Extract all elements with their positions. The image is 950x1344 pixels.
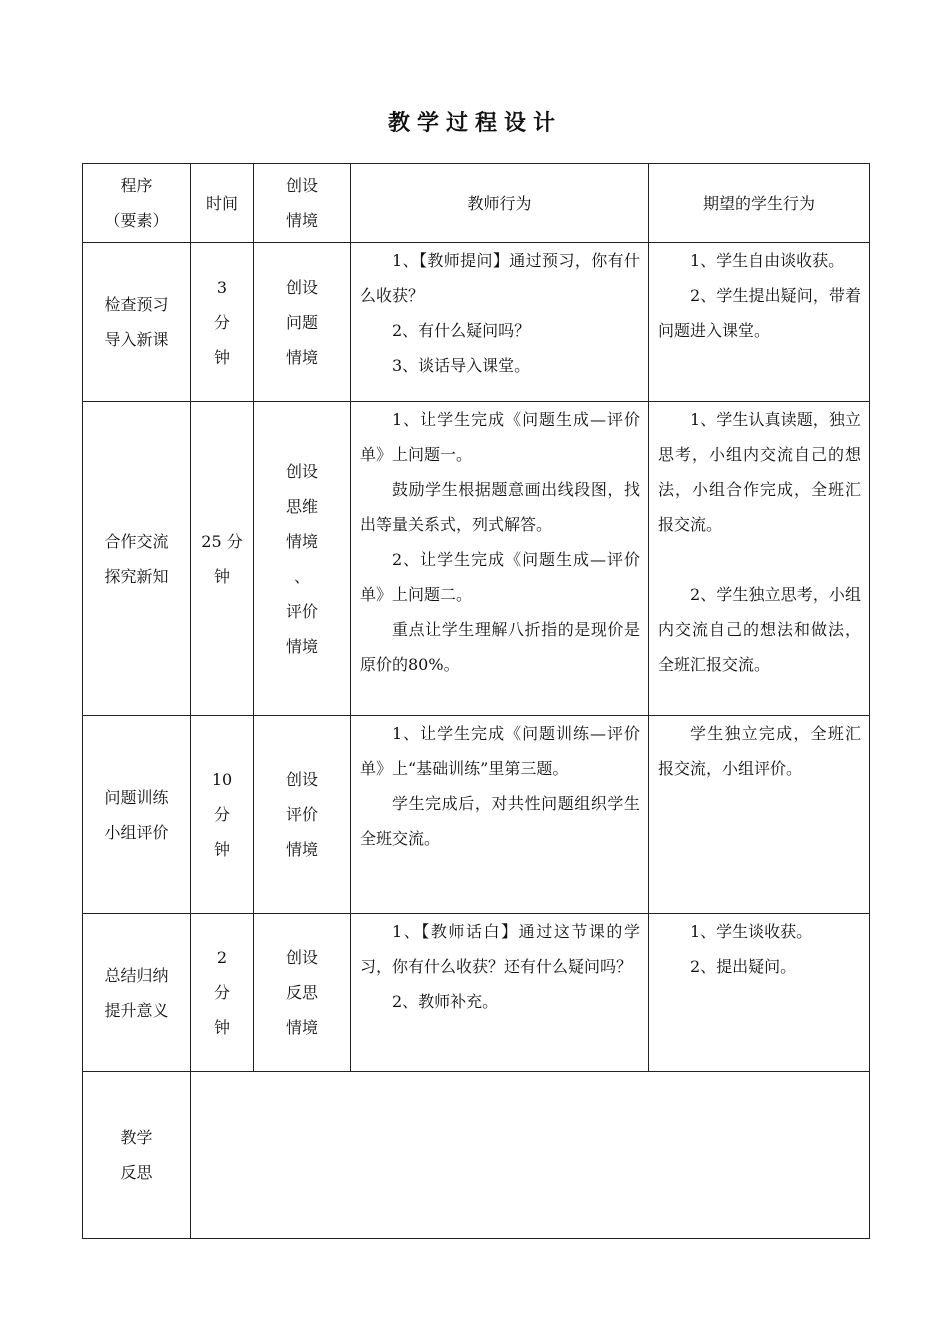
table-row bbox=[83, 716, 870, 914]
reflection-label bbox=[83, 1072, 191, 1239]
time-line: 钟 bbox=[213, 840, 230, 859]
teacher-paragraph: 2、让学生完成《问题生成—评价单》上问题二。 bbox=[360, 550, 640, 604]
reflection-row bbox=[83, 1072, 870, 1239]
procedure-line: 检查预习 bbox=[104, 295, 169, 314]
procedure-cell bbox=[83, 402, 191, 716]
header-scenario bbox=[254, 164, 351, 243]
teacher-paragraph: 2、教师补充。 bbox=[392, 992, 499, 1011]
scenario-line: 创设 bbox=[285, 948, 318, 967]
scenario-cell bbox=[254, 914, 351, 1072]
teacher-paragraph: 重点让学生理解八折指的是现价是原价的80%。 bbox=[360, 620, 640, 674]
header-procedure-line: 程序 bbox=[120, 176, 153, 195]
time-cell bbox=[191, 914, 254, 1072]
time-line: 3 bbox=[216, 277, 228, 297]
student-cell bbox=[649, 402, 870, 716]
header-scenario-line: 情境 bbox=[285, 211, 318, 230]
header-scenario-line: 创设 bbox=[285, 176, 318, 195]
scenario-line: 问题 bbox=[285, 312, 318, 332]
scenario-line: 情境 bbox=[285, 1018, 318, 1037]
scenario-line: 反思 bbox=[285, 983, 318, 1002]
time-line: 钟 bbox=[213, 347, 230, 367]
scenario-line: 情境 bbox=[285, 531, 318, 551]
table-header-row bbox=[83, 164, 870, 243]
scenario-cell bbox=[254, 402, 351, 716]
table-row bbox=[83, 914, 870, 1072]
reflection-content[interactable] bbox=[191, 1072, 870, 1239]
time-cell bbox=[191, 716, 254, 914]
scenario-line: 、 bbox=[293, 566, 310, 586]
teacher-paragraph: 鼓励学生根据题意画出线段图，找出等量关系式，列式解答。 bbox=[360, 480, 640, 534]
student-paragraph: 学生独立完成，全班汇报交流，小组评价。 bbox=[658, 724, 861, 778]
student-paragraph: 2、学生提出疑问，带着问题进入课堂。 bbox=[658, 286, 861, 340]
teacher-cell bbox=[351, 914, 649, 1072]
teacher-cell bbox=[351, 243, 649, 402]
student-paragraph: 2、学生独立思考，小组内交流自己的想法和做法，全班汇报交流。 bbox=[658, 585, 861, 674]
page-title: 教学过程设计 bbox=[387, 111, 562, 136]
time-line: 10 bbox=[211, 770, 233, 789]
scenario-line: 评价 bbox=[285, 805, 318, 824]
table-row bbox=[83, 243, 870, 402]
scenario-line: 评价 bbox=[285, 601, 318, 621]
student-cell bbox=[649, 716, 870, 914]
time-line: 2 bbox=[216, 948, 228, 967]
header-procedure-line: （要素） bbox=[104, 211, 169, 230]
lesson-plan-table bbox=[82, 163, 870, 1239]
procedure-line: 导入新课 bbox=[104, 330, 169, 349]
teacher-cell bbox=[351, 402, 649, 716]
procedure-line: 总结归纳 bbox=[104, 965, 169, 985]
scenario-cell bbox=[254, 243, 351, 402]
scenario-line: 情境 bbox=[285, 840, 318, 859]
teacher-paragraph: 学生完成后，对共性问题组织学生全班交流。 bbox=[360, 794, 640, 848]
procedure-line: 问题训练 bbox=[104, 787, 169, 807]
teacher-paragraph: 3、谈话导入课堂。 bbox=[392, 356, 531, 375]
student-cell bbox=[649, 243, 870, 402]
student-paragraph: 2、提出疑问。 bbox=[690, 957, 797, 976]
time-line: 钟 bbox=[213, 1018, 230, 1037]
procedure-line: 合作交流 bbox=[104, 531, 169, 551]
scenario-line: 创设 bbox=[285, 277, 318, 297]
teacher-paragraph: 1、让学生完成《问题训练—评价单》上“基础训练”里第三题。 bbox=[360, 724, 640, 778]
student-paragraph: 1、学生认真读题，独立思考，小组内交流自己的想法，小组合作完成，全班汇报交流。 bbox=[658, 410, 861, 534]
time-line: 25 分 bbox=[201, 531, 243, 551]
time-cell bbox=[191, 243, 254, 402]
scenario-line: 创设 bbox=[285, 461, 318, 481]
scenario-line: 思维 bbox=[285, 496, 318, 516]
header-procedure bbox=[83, 164, 191, 243]
procedure-cell bbox=[83, 243, 191, 402]
scenario-line: 情境 bbox=[285, 636, 318, 656]
time-cell bbox=[191, 402, 254, 716]
scenario-line: 创设 bbox=[285, 770, 318, 789]
time-line: 分 bbox=[213, 983, 230, 1002]
header-student: 期望的学生行为 bbox=[649, 164, 870, 243]
teacher-paragraph: 1、让学生完成《问题生成—评价单》上问题一。 bbox=[360, 410, 640, 464]
time-line: 分 bbox=[213, 312, 230, 332]
scenario-cell bbox=[254, 716, 351, 914]
procedure-line: 探究新知 bbox=[104, 566, 169, 586]
time-line: 钟 bbox=[213, 566, 230, 586]
teacher-paragraph: 1、【教师提问】通过预习，你有什么收获？ bbox=[360, 251, 640, 305]
header-teacher: 教师行为 bbox=[351, 164, 649, 243]
procedure-cell bbox=[83, 716, 191, 914]
teacher-cell bbox=[351, 716, 649, 914]
student-cell bbox=[649, 914, 870, 1072]
student-paragraph: 1、学生自由谈收获。 bbox=[690, 251, 845, 270]
teacher-paragraph: 1、【教师话白】通过这节课的学习，你有什么收获？还有什么疑问吗？ bbox=[360, 922, 640, 976]
reflection-label-line: 反思 bbox=[120, 1163, 153, 1182]
teacher-paragraph: 2、有什么疑问吗？ bbox=[392, 321, 531, 340]
scenario-line: 情境 bbox=[285, 347, 318, 367]
procedure-line: 小组评价 bbox=[104, 822, 169, 842]
table-row bbox=[83, 402, 870, 716]
procedure-line: 提升意义 bbox=[104, 1000, 169, 1020]
spacer bbox=[658, 542, 861, 577]
time-line: 分 bbox=[213, 805, 230, 824]
reflection-label-line: 教学 bbox=[120, 1128, 153, 1147]
student-paragraph: 1、学生谈收获。 bbox=[690, 922, 813, 941]
procedure-cell bbox=[83, 914, 191, 1072]
header-time: 时间 bbox=[191, 164, 254, 243]
